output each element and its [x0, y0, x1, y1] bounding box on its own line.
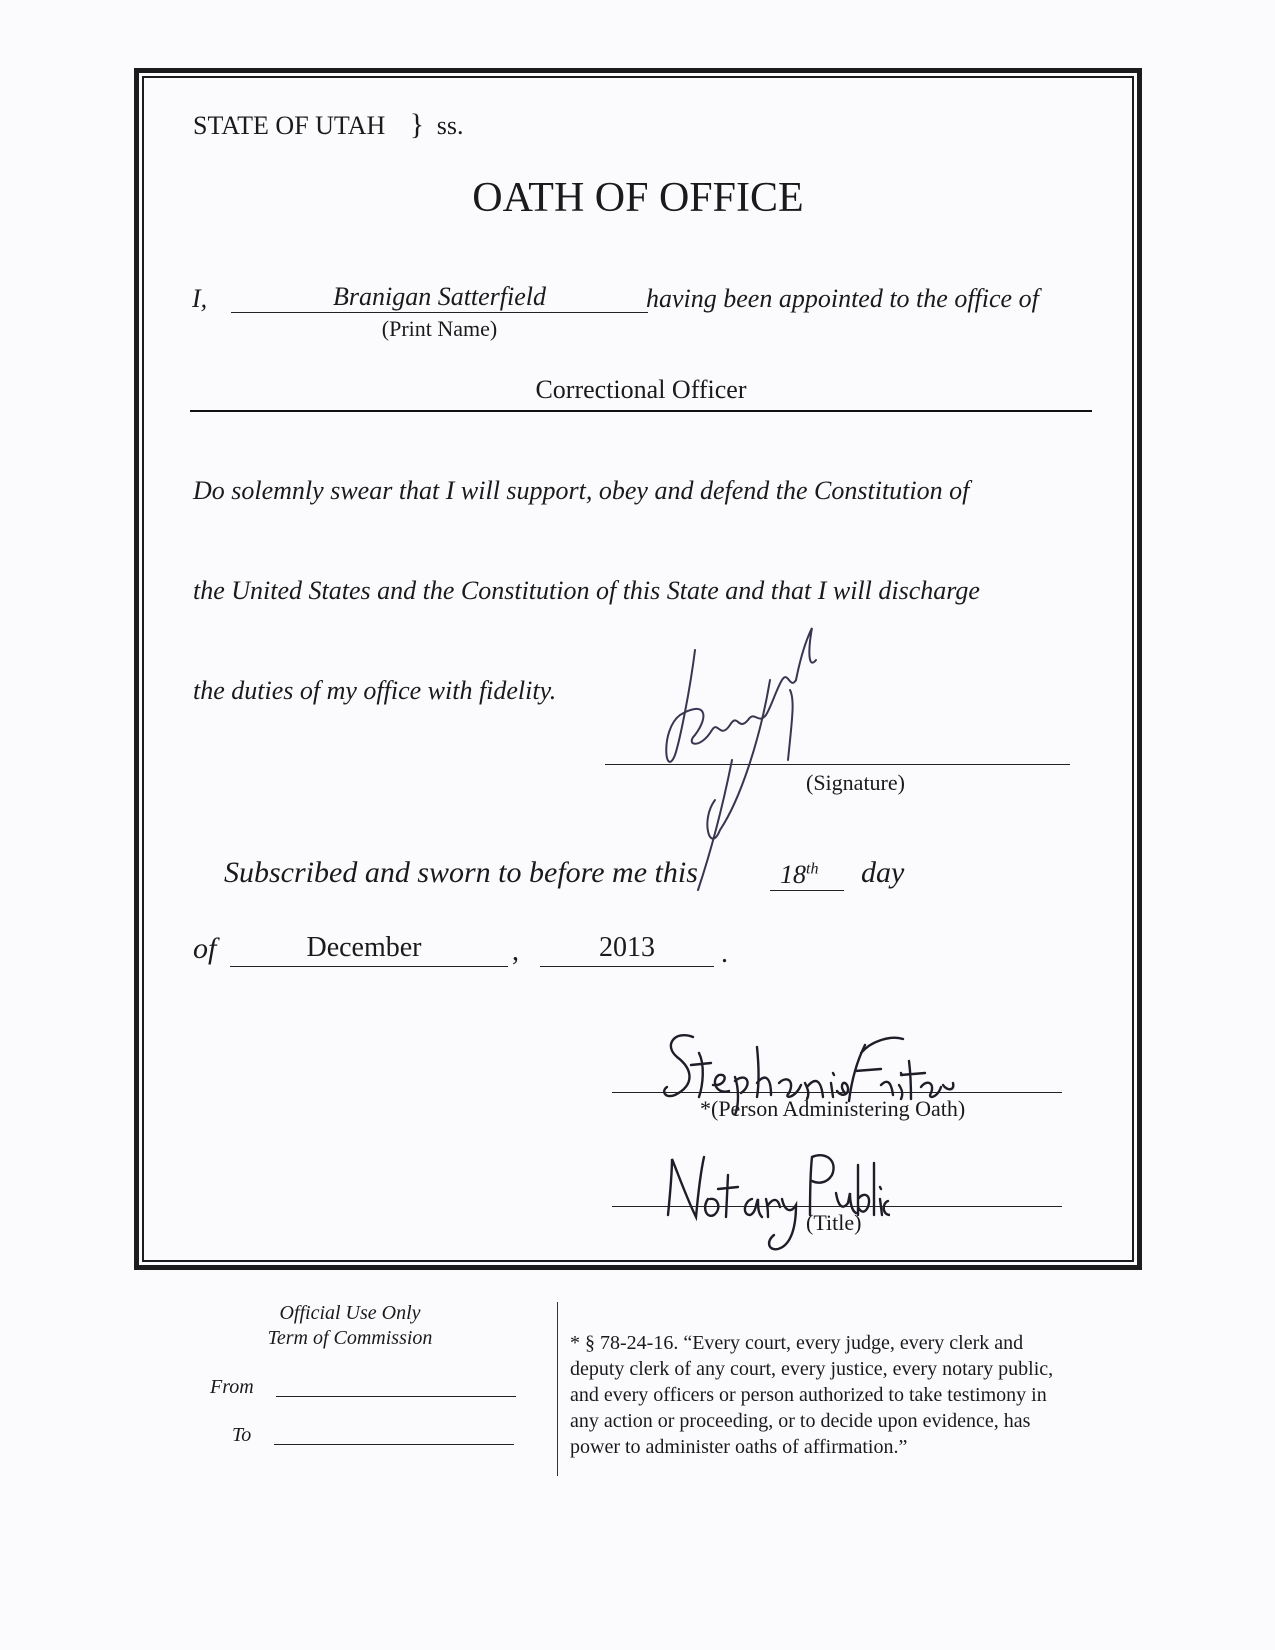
day-word: day [861, 856, 905, 889]
prefix-i: I, [192, 284, 208, 313]
to-line [274, 1426, 514, 1445]
title-label: (Title) [806, 1210, 862, 1235]
to-label: To [232, 1424, 252, 1446]
from-label: From [210, 1376, 254, 1398]
statute-line: power to administer oaths of affirmation.” [570, 1436, 908, 1458]
title-signature [660, 1145, 890, 1255]
ss-abbrev: ss. [436, 111, 464, 140]
state-header [193, 108, 463, 142]
state-name: STATE OF UTAH [193, 111, 386, 140]
statute-line: and every officers or person authorized to take testimony in [570, 1384, 1047, 1406]
term-heading: Term of Commission [267, 1327, 433, 1349]
sworn-text: Subscribed and sworn to before me this [224, 856, 698, 889]
from-line [276, 1378, 516, 1397]
day-suffix: th [806, 860, 819, 878]
of-word: of [193, 932, 217, 965]
signature-label: (Signature) [806, 770, 905, 795]
oath-line-3: the duties of my office with fidelity. [193, 676, 557, 705]
comma: , [512, 936, 519, 967]
period: . [721, 938, 728, 969]
statute-line: deputy clerk of any court, every justice, every notary public, [570, 1358, 1054, 1380]
sworn-year: 2013 [599, 932, 655, 963]
administrator-label: *(Person Administering Oath) [700, 1096, 966, 1121]
oath-line-1: Do solemnly swear that I will support, obey and defend the Constitution of [193, 476, 970, 505]
administrator-signature [655, 1025, 955, 1115]
appointment-text: having been appointed to the office of [646, 284, 1039, 313]
sworn-day [780, 860, 818, 890]
print-name-label: (Print Name) [381, 316, 498, 341]
official-use-heading: Official Use Only [279, 1302, 421, 1324]
page-title: OATH OF OFFICE [472, 175, 804, 221]
oath-line-2: the United States and the Constitution of this State and that I will discharge [193, 576, 980, 605]
statute-line: any action or proceeding, or to decide upon evidence, has [570, 1410, 1031, 1432]
appointee-name: Branigan Satterfield [332, 282, 547, 311]
office-title: Correctional Officer [535, 375, 747, 404]
day-number: 18 [780, 860, 806, 889]
sworn-month: December [306, 932, 422, 963]
statute-text [570, 1330, 1053, 1460]
brace: } [409, 108, 425, 141]
footer-divider [557, 1302, 558, 1476]
statute-line: * § 78-24-16. “Every court, every judge, every clerk and [570, 1332, 1024, 1354]
office-line [190, 384, 1092, 412]
